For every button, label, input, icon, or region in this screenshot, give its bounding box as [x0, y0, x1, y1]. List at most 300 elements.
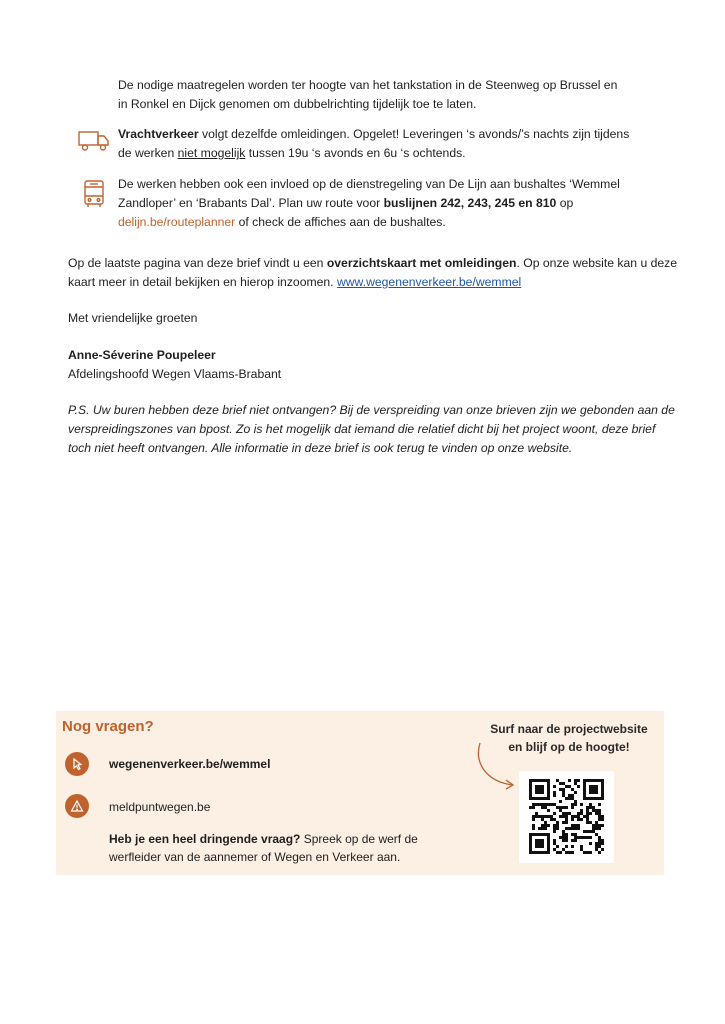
qr-module	[556, 851, 559, 854]
qr-module	[538, 842, 541, 845]
qr-module	[595, 845, 598, 848]
website-contact[interactable]: wegenenverkeer.be/wemmel	[109, 757, 271, 771]
qr-module	[568, 812, 571, 815]
qr-module	[544, 827, 547, 830]
surf-line-1: Surf naar de projectwebsite	[490, 722, 648, 736]
qr-module	[559, 782, 562, 785]
qr-module	[553, 803, 556, 806]
qr-module	[589, 791, 592, 794]
qr-module	[595, 827, 598, 830]
qr-module	[553, 794, 556, 797]
bus-line-1: De werken hebben ook een invloed op de dienstregeling van De Lijn aan bushaltes ‘Wemmel	[118, 177, 620, 191]
urgent-question	[109, 830, 418, 866]
qr-module	[592, 809, 595, 812]
qr-module	[538, 851, 541, 854]
qr-module	[577, 779, 580, 782]
qr-module	[532, 779, 535, 782]
qr-module	[574, 791, 577, 794]
qr-module	[553, 848, 556, 851]
qr-module	[583, 851, 586, 854]
qr-module	[535, 833, 538, 836]
qr-module	[580, 818, 583, 821]
qr-module	[547, 851, 550, 854]
signature-name: Anne-Séverine Poupeleer	[68, 348, 216, 362]
truck-line-1	[118, 125, 678, 144]
qr-module	[595, 791, 598, 794]
qr-module	[568, 794, 571, 797]
ps-paragraph	[68, 401, 698, 458]
qr-module	[598, 812, 601, 815]
qr-code-image	[519, 771, 614, 863]
qr-module	[559, 851, 562, 854]
qr-module	[562, 833, 565, 836]
qr-module	[586, 779, 589, 782]
qr-module	[553, 812, 556, 815]
bus-text-3b: of check de affiches aan de bushaltes.	[235, 215, 446, 229]
qr-module	[547, 791, 550, 794]
qr-module	[562, 848, 565, 851]
qr-module	[547, 803, 550, 806]
truck-text-2b: tussen 19u ‘s avonds en 6u ‘s ochtends.	[245, 146, 466, 160]
qr-module	[538, 791, 541, 794]
qr-module	[589, 788, 592, 791]
truck-text-1: volgt dezelfde omleidingen. Opgelet! Leveringen ‘s avonds/’s nachts zijn tijdens	[198, 127, 630, 141]
map-text-b: . Op onze website kan u deze	[516, 256, 678, 270]
ps-line-1: P.S. Uw buren hebben deze brief niet ontvangen? Bij de verspreiding van onze brieven zijn we gebonden aan de	[68, 403, 675, 417]
qr-module	[562, 806, 565, 809]
qr-module	[544, 833, 547, 836]
qr-module	[595, 779, 598, 782]
qr-module	[598, 851, 601, 854]
qr-module	[559, 836, 562, 839]
qr-module	[544, 779, 547, 782]
intro-line-1: De nodige maatregelen worden ter hoogte van het tankstation in de Steenweg op Brussel en	[118, 78, 618, 92]
qr-module	[532, 851, 535, 854]
qr-module	[532, 827, 535, 830]
qr-module	[583, 785, 586, 788]
qr-module	[541, 827, 544, 830]
qr-module	[538, 815, 541, 818]
qr-module	[544, 803, 547, 806]
qr-module	[589, 797, 592, 800]
qr-module	[550, 803, 553, 806]
qr-module	[556, 827, 559, 830]
qr-module	[553, 830, 556, 833]
qr-module	[580, 812, 583, 815]
qr-module	[535, 785, 538, 788]
qr-module	[535, 839, 538, 842]
urgent-bold: Heb je een heel dringende vraag?	[109, 832, 301, 846]
qr-module	[601, 791, 604, 794]
qr-module	[574, 839, 577, 842]
qr-module	[550, 818, 553, 821]
qr-module	[589, 842, 592, 845]
qr-module	[601, 842, 604, 845]
qr-module	[538, 803, 541, 806]
qr-module	[544, 806, 547, 809]
qr-module	[541, 785, 544, 788]
qr-module	[541, 806, 544, 809]
bus-icon	[83, 179, 105, 209]
qr-module	[541, 779, 544, 782]
qr-module	[556, 821, 559, 824]
qr-module	[565, 833, 568, 836]
qr-module	[535, 851, 538, 854]
qr-module	[547, 785, 550, 788]
qr-module	[601, 824, 604, 827]
qr-module	[598, 797, 601, 800]
qr-module	[538, 845, 541, 848]
qr-module	[547, 797, 550, 800]
qr-module	[601, 788, 604, 791]
qr-module	[535, 812, 538, 815]
qr-module	[589, 779, 592, 782]
qr-module	[574, 824, 577, 827]
qr-module	[541, 797, 544, 800]
qr-module	[547, 842, 550, 845]
qr-module	[592, 785, 595, 788]
qr-module	[580, 836, 583, 839]
qr-module	[568, 785, 571, 788]
qr-module	[529, 785, 532, 788]
qr-module	[535, 803, 538, 806]
qr-module	[583, 794, 586, 797]
qr-module	[529, 788, 532, 791]
signature-title: Afdelingshoofd Wegen Vlaams-Brabant	[68, 367, 282, 381]
qr-module	[574, 800, 577, 803]
qr-module	[547, 845, 550, 848]
qr-module	[598, 809, 601, 812]
qr-module	[583, 836, 586, 839]
qr-module	[589, 836, 592, 839]
qr-module	[547, 782, 550, 785]
map-bold: overzichtskaart met omleidingen	[326, 256, 517, 270]
qr-module	[571, 794, 574, 797]
qr-module	[568, 779, 571, 782]
qr-module	[592, 806, 595, 809]
qr-module	[544, 797, 547, 800]
qr-module	[601, 815, 604, 818]
urgent-line-1	[109, 830, 418, 848]
qr-module	[529, 779, 532, 782]
qr-module	[565, 836, 568, 839]
qr-module	[541, 803, 544, 806]
qr-module	[574, 803, 577, 806]
greeting: Met vriendelijke groeten	[68, 311, 198, 325]
qr-module	[601, 794, 604, 797]
bus-text-2a: Zandloper’ en ‘Brabants Dal’. Plan uw route voor	[118, 196, 384, 210]
urgent-text-1: Spreek op de werf de	[300, 832, 418, 846]
qr-module	[595, 812, 598, 815]
qr-module	[547, 839, 550, 842]
qr-module	[529, 842, 532, 845]
qr-module	[571, 818, 574, 821]
qr-module	[541, 833, 544, 836]
qr-module	[535, 815, 538, 818]
warning-icon	[65, 794, 89, 818]
qr-module	[571, 788, 574, 791]
truck-underlined: niet mogelijk	[177, 146, 246, 160]
qr-module	[574, 836, 577, 839]
qr-module	[535, 791, 538, 794]
qr-module	[598, 836, 601, 839]
qr-module	[532, 824, 535, 827]
qr-module	[586, 821, 589, 824]
qr-module	[538, 797, 541, 800]
qr-module	[535, 788, 538, 791]
cursor-icon	[65, 752, 89, 776]
qr-module	[574, 815, 577, 818]
qr-module	[565, 839, 568, 842]
qr-module	[565, 785, 568, 788]
qr-module	[562, 830, 565, 833]
qr-module	[589, 785, 592, 788]
qr-module	[556, 845, 559, 848]
qr-module	[601, 839, 604, 842]
qr-module	[589, 812, 592, 815]
qr-module	[595, 821, 598, 824]
qr-module	[565, 821, 568, 824]
qr-module	[538, 788, 541, 791]
qr-module	[574, 833, 577, 836]
qr-module	[580, 845, 583, 848]
qr-module	[532, 815, 535, 818]
qr-module	[586, 830, 589, 833]
qr-module	[592, 830, 595, 833]
qr-module	[529, 839, 532, 842]
map-line-1	[68, 254, 688, 273]
qr-module	[577, 824, 580, 827]
qr-module	[571, 803, 574, 806]
signature	[68, 346, 281, 384]
qr-module	[571, 833, 574, 836]
qr-module	[562, 788, 565, 791]
qr-module	[586, 851, 589, 854]
qr-module	[571, 797, 574, 800]
qr-module	[583, 788, 586, 791]
ps-line-2: verspreidingszones van bpost. Zo is het mogelijk dat iemand die relatief dicht bij het project woont, deze brief	[68, 422, 656, 436]
truck-text-2a: de werken	[118, 146, 178, 160]
curved-arrow-icon	[474, 741, 518, 791]
qr-module	[565, 797, 568, 800]
qr-module	[589, 806, 592, 809]
qr-module	[544, 815, 547, 818]
qr-module	[538, 779, 541, 782]
qr-module	[589, 821, 592, 824]
bus-text-2b: op	[556, 196, 574, 210]
qr-module	[592, 824, 595, 827]
qr-module	[541, 815, 544, 818]
qr-module	[583, 815, 586, 818]
truck-bold: Vrachtverkeer	[118, 127, 199, 141]
qr-module	[547, 779, 550, 782]
qr-module	[589, 851, 592, 854]
truck-paragraph	[118, 125, 678, 163]
qr-module	[586, 815, 589, 818]
qr-module	[547, 788, 550, 791]
qr-module	[529, 797, 532, 800]
qr-module	[541, 839, 544, 842]
qr-module	[547, 824, 550, 827]
qr-module	[529, 848, 532, 851]
qr-module	[598, 815, 601, 818]
qr-module	[586, 818, 589, 821]
qr-module	[577, 812, 580, 815]
qr-module	[574, 779, 577, 782]
qr-module	[535, 845, 538, 848]
qr-module	[571, 851, 574, 854]
qr-module	[586, 836, 589, 839]
qr-module	[529, 851, 532, 854]
qr-module	[598, 839, 601, 842]
surf-line-2: en blijf op de hoogte!	[508, 740, 630, 754]
qr-module	[529, 833, 532, 836]
qr-module	[559, 788, 562, 791]
qr-code[interactable]	[519, 771, 614, 863]
qr-module	[574, 827, 577, 830]
qr-module	[544, 824, 547, 827]
qr-module	[574, 782, 577, 785]
qr-module	[580, 848, 583, 851]
qr-module	[595, 785, 598, 788]
qr-module	[571, 815, 574, 818]
qr-module	[547, 833, 550, 836]
qr-module	[532, 818, 535, 821]
qr-module	[601, 818, 604, 821]
qr-module	[577, 827, 580, 830]
qr-module	[568, 797, 571, 800]
qr-module	[598, 818, 601, 821]
qr-module	[565, 827, 568, 830]
qr-module	[541, 842, 544, 845]
qr-module	[565, 845, 568, 848]
qr-module	[553, 839, 556, 842]
qr-module	[595, 797, 598, 800]
qr-module	[547, 794, 550, 797]
qr-module	[562, 794, 565, 797]
qr-module	[550, 815, 553, 818]
qr-module	[595, 833, 598, 836]
qr-module	[562, 815, 565, 818]
qr-module	[541, 818, 544, 821]
qr-module	[565, 812, 568, 815]
qr-module	[565, 806, 568, 809]
bus-line-3	[118, 213, 688, 232]
qr-module	[562, 812, 565, 815]
qr-module	[538, 839, 541, 842]
qr-module	[565, 815, 568, 818]
website-link[interactable]: www.wegenenverkeer.be/wemmel	[336, 275, 522, 289]
qr-module	[589, 830, 592, 833]
qr-module	[559, 809, 562, 812]
qr-module	[541, 788, 544, 791]
intro-paragraph	[118, 76, 678, 114]
qr-module	[553, 818, 556, 821]
qr-module	[589, 803, 592, 806]
qr-module	[532, 833, 535, 836]
qr-module	[577, 815, 580, 818]
qr-module	[583, 830, 586, 833]
qr-module	[559, 806, 562, 809]
qr-module	[562, 782, 565, 785]
qr-module	[592, 791, 595, 794]
map-text-c: kaart meer in detail bekijken en hierop inzoomen.	[68, 275, 337, 289]
qr-module	[601, 779, 604, 782]
qr-module	[592, 797, 595, 800]
map-paragraph	[68, 254, 688, 292]
qr-module	[571, 824, 574, 827]
qr-module	[586, 797, 589, 800]
truck-icon	[78, 130, 110, 152]
map-line-2	[68, 273, 688, 292]
qr-module	[592, 788, 595, 791]
qr-module	[535, 842, 538, 845]
qr-module	[559, 815, 562, 818]
qr-module	[568, 827, 571, 830]
qr-module	[595, 809, 598, 812]
ps-line-3: toch niet heeft ontvangen. Alle informatie in deze brief is ook terug te vinden op onze website.	[68, 441, 573, 455]
qr-module	[556, 806, 559, 809]
qr-module	[577, 818, 580, 821]
qr-module	[598, 842, 601, 845]
truck-line-2	[118, 144, 678, 163]
qr-module	[592, 779, 595, 782]
bus-lines-bold: buslijnen 242, 243, 245 en 810	[383, 196, 557, 210]
qr-module	[541, 851, 544, 854]
qr-module	[547, 836, 550, 839]
qr-module	[541, 845, 544, 848]
qr-module	[583, 782, 586, 785]
qr-module	[553, 842, 556, 845]
qr-module	[577, 785, 580, 788]
qr-module	[562, 791, 565, 794]
bus-paragraph	[118, 175, 688, 232]
qr-module	[529, 794, 532, 797]
qr-module	[544, 821, 547, 824]
qr-module	[553, 827, 556, 830]
qr-module	[529, 836, 532, 839]
qr-module	[586, 806, 589, 809]
qr-module	[544, 851, 547, 854]
qr-module	[598, 827, 601, 830]
qr-module	[565, 818, 568, 821]
qr-module	[529, 845, 532, 848]
qr-module	[571, 806, 574, 809]
qr-module	[529, 791, 532, 794]
qr-module	[592, 827, 595, 830]
qr-module	[598, 845, 601, 848]
qr-module	[562, 821, 565, 824]
qr-module	[538, 827, 541, 830]
meldpunt-contact[interactable]: meldpuntwegen.be	[109, 800, 211, 814]
qr-module	[583, 797, 586, 800]
bus-line-2	[118, 194, 688, 213]
qr-module	[553, 824, 556, 827]
qr-module	[577, 836, 580, 839]
qr-module	[586, 809, 589, 812]
qr-module	[541, 824, 544, 827]
qr-module	[547, 809, 550, 812]
qr-module	[583, 791, 586, 794]
qr-module	[532, 797, 535, 800]
qr-module	[556, 824, 559, 827]
qr-module	[580, 809, 583, 812]
qr-module	[601, 797, 604, 800]
qr-module	[535, 779, 538, 782]
delijn-link[interactable]: delijn.be/routeplanner	[118, 215, 236, 229]
map-text-a: Op de laatste pagina van deze brief vindt u een	[68, 256, 327, 270]
qr-module	[598, 779, 601, 782]
